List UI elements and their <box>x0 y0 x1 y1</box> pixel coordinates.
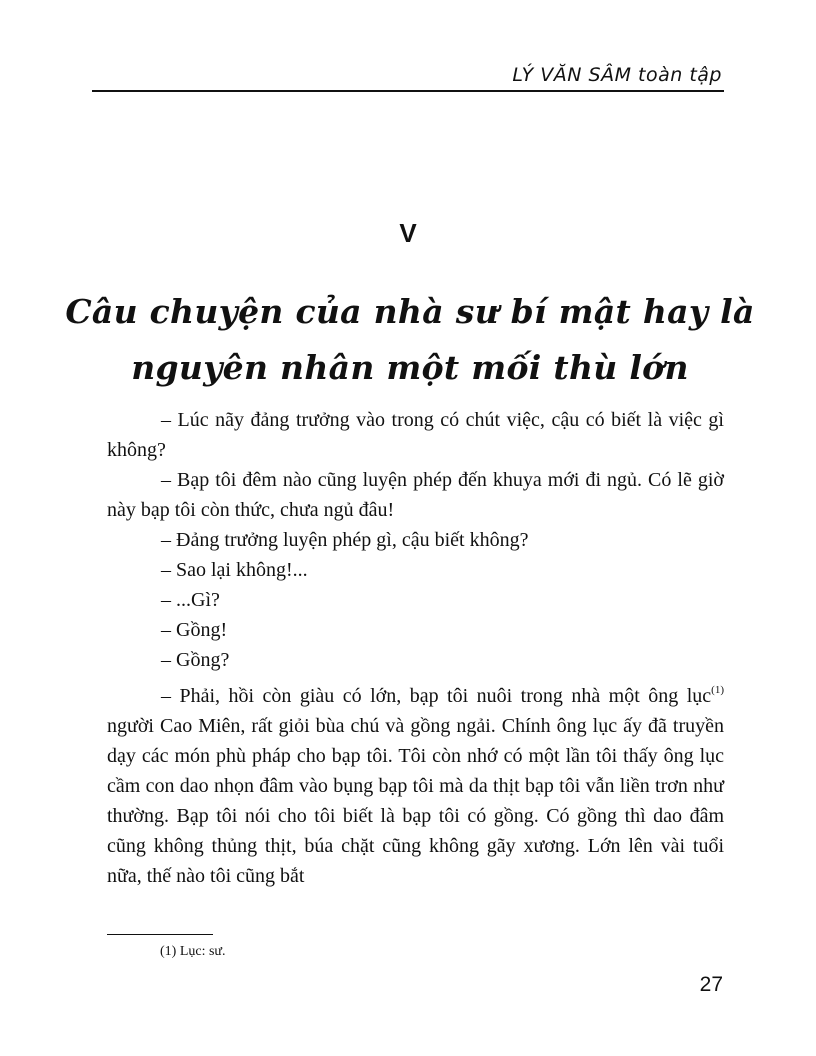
paragraph: – Lúc nãy đảng trưởng vào trong có chút việc, cậu có biết là việc gì không? <box>107 409 724 461</box>
body-text <box>107 405 724 891</box>
paragraph: – Gồng? <box>161 649 230 671</box>
chapter-title-line-1: Câu chuyện của nhà sư bí mật hay là <box>65 292 755 331</box>
chapter-title-line-2: nguyên nhân một mối thù lớn <box>131 348 689 387</box>
paragraph-last <box>107 675 724 891</box>
chapter-number: V <box>399 218 417 248</box>
footnote: (1) Lục: sư. <box>160 944 226 959</box>
paragraph: – Đảng trưởng luyện phép gì, cậu biết không? <box>161 529 529 551</box>
paragraph: – Sao lại không!... <box>161 559 308 581</box>
footnote-divider <box>107 934 213 935</box>
paragraph: – Bạp tôi đêm nào cũng luyện phép đến khuya mới đi ngủ. Có lẽ giờ này bạp tôi còn thức, chưa ngủ đâu! <box>107 469 724 521</box>
paragraph: – Gồng! <box>161 619 228 641</box>
paragraph-text-before-note: – Phải, hồi còn giàu có lớn, bạp tôi nuôi trong nhà một ông lục <box>161 685 712 707</box>
paragraph: – ...Gì? <box>161 589 220 611</box>
paragraph-text-after-note: người Cao Miên, rất giỏi bùa chú và gồng ngải. Chính ông lục ấy đã truyền dạy các món phù pháp cho bạp tôi. Tôi còn nhớ có một lần tôi thấy ông lục cầm con dao nhọn đâm vào bụng bạp tôi mà da thịt bạp tôi vẫn liền trơn như thường. Bạp tôi nói cho tôi biết là bạp tôi có gồng. Có gồng thì dao đâm cũng không thủng thịt, búa chặt cũng không gãy xương. Lớn lên vài tuổi nữa, thế nào tôi cũng bắt <box>107 715 724 887</box>
chapter-title <box>60 284 760 396</box>
page-number: 27 <box>699 973 723 996</box>
footnote-marker: (1) <box>711 684 724 696</box>
running-header <box>92 60 724 92</box>
running-title: LÝ VĂN SÂM toàn tập <box>512 64 722 86</box>
